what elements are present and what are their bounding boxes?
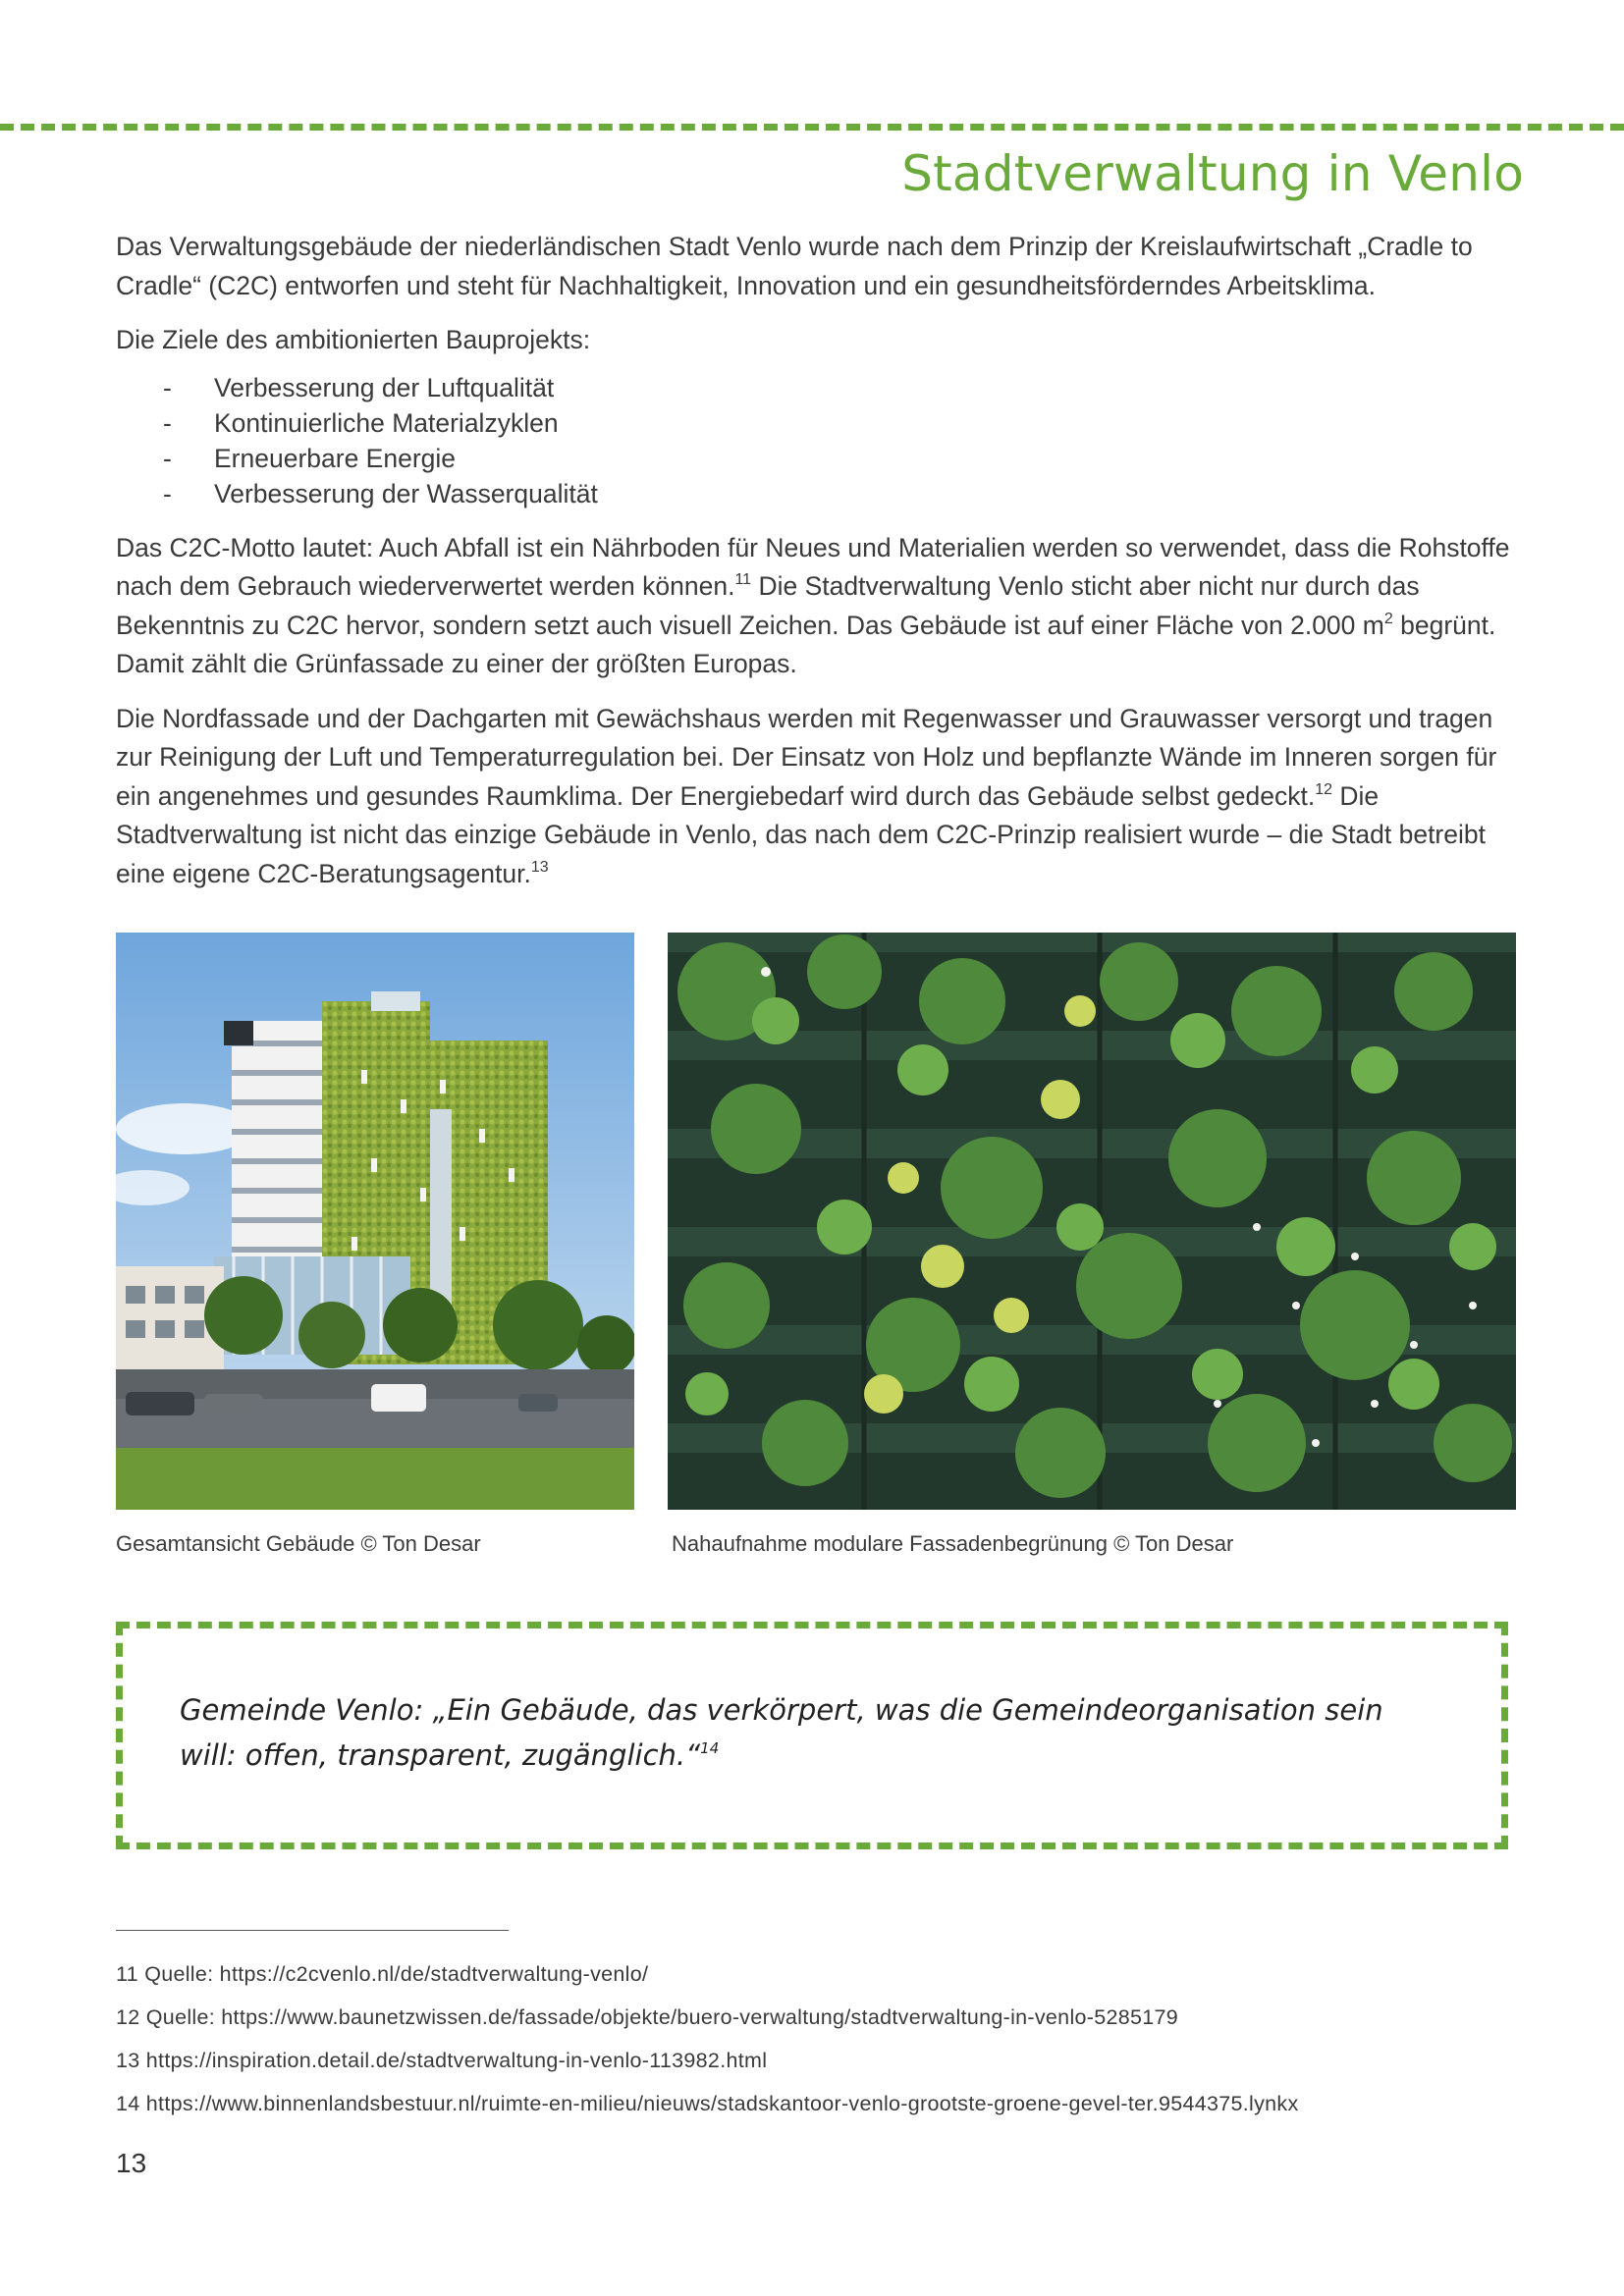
goal-label: Verbesserung der Luftqualität — [214, 372, 555, 402]
building-photo — [116, 933, 634, 1510]
footnote-13[interactable]: 13 https://inspiration.detail.de/stadtverwaltung-in-venlo-113982.html — [116, 2049, 768, 2072]
square-unit-superscript: 2 — [1383, 610, 1393, 627]
page-title: Stadtverwaltung in Venlo — [901, 145, 1524, 202]
motto-text-1: Das C2C-Motto lautet: Auch Abfall ist ein Nährboden für Neues und Materialien werden so verwendet, dass die Rohstoffe nach dem Gebrauch wiederverwertet werden können. — [116, 532, 1510, 601]
right-image-caption: Nahaufnahme modulare Fassadenbegrünung © Ton Desar — [672, 1531, 1234, 1556]
goal-label: Verbesserung der Wasserqualität — [214, 478, 598, 508]
goal-label: Kontinuierliche Materialzyklen — [214, 407, 559, 438]
facade-paragraph — [116, 700, 1522, 894]
facade-text-2: Die Stadtverwaltung ist nicht das einzige Gebäude in Venlo, das nach dem C2C-Prinzip realisiert wurde – die Stadt betreibt eine eigene C2C-Beratungsagentur. — [116, 780, 1486, 888]
footnote-11[interactable]: 11 Quelle: https://c2cvenlo.nl/de/stadtverwaltung-venlo/ — [116, 1962, 649, 1986]
vertical-garden-photo — [668, 933, 1516, 1510]
bullet-dash: - — [163, 372, 172, 402]
quote-body: Gemeinde Venlo: „Ein Gebäude, das verkörpert, was die Gemeindeorganisation sein will: offen, transparent, zugänglich.“ — [180, 1693, 1383, 1772]
footnote-ref-14[interactable]: 14 — [700, 1739, 720, 1757]
bullet-dash: - — [163, 443, 172, 473]
footnote-ref-12[interactable]: 12 — [1315, 780, 1332, 798]
footnote-14[interactable]: 14 https://www.binnenlandsbestuur.nl/ruimte-en-milieu/nieuws/stadskantoor-venlo-grootste-groene-gevel-ter.9544375.lynkx — [116, 2092, 1299, 2115]
footnote-12[interactable]: 12 Quelle: https://www.baunetzwissen.de/fassade/objekte/buero-verwaltung/stadtverwaltung-in-venlo-5285179 — [116, 2005, 1179, 2029]
quote-text — [180, 1687, 1442, 1778]
main-content — [116, 228, 1522, 909]
list-item — [116, 405, 1522, 441]
bullet-dash: - — [163, 478, 172, 508]
goals-list — [116, 370, 1522, 511]
bullet-dash: - — [163, 407, 172, 438]
goal-label: Erneuerbare Energie — [214, 443, 457, 473]
motto-paragraph — [116, 529, 1522, 684]
motto-text-2: Die Stadtverwaltung Venlo sticht aber nicht nur durch das Bekenntnis zu C2C hervor, sondern setzt auch visuell Zeichen. Das Gebäude ist auf einer Fläche von 2.000 m — [116, 571, 1420, 640]
intro-paragraph: Das Verwaltungsgebäude der niederländischen Stadt Venlo wurde nach dem Prinzip der Kreislaufwirtschaft „Cradle to Cradle“ (C2C) entworfen und steht für Nachhaltigkeit, Innovation und ein gesundheitsförderndes Arbeitsklima. — [116, 232, 1473, 300]
goals-heading: Die Ziele des ambitionierten Bauprojekts: — [116, 325, 591, 354]
top-dashed-divider — [0, 124, 1624, 131]
footnote-divider — [116, 1930, 509, 1931]
left-image-caption: Gesamtansicht Gebäude © Ton Desar — [116, 1531, 481, 1556]
footnote-ref-11[interactable]: 11 — [734, 571, 752, 588]
facade-text-1: Die Nordfassade und der Dachgarten mit Gewächshaus werden mit Regenwasser und Grauwasser versorgt und tragen zur Reinigung der Luft und Temperaturregulation bei. Der Einsatz von Holz und bepflanzte Wände im Inneren sorgen für ein angenehmes und gesundes Raumklima. Der Energiebedarf wird durch das Gebäude selbst gedeckt. — [116, 703, 1497, 811]
list-item — [116, 476, 1522, 511]
page-number: 13 — [116, 2148, 147, 2178]
quote-box — [116, 1622, 1508, 1849]
footnote-ref-13[interactable]: 13 — [530, 858, 549, 876]
motto-text-3: begrünt. Damit zählt die Grünfassade zu einer der größten Europas. — [116, 610, 1496, 678]
footnotes — [116, 1959, 1530, 2132]
list-item — [116, 370, 1522, 405]
list-item — [116, 441, 1522, 476]
